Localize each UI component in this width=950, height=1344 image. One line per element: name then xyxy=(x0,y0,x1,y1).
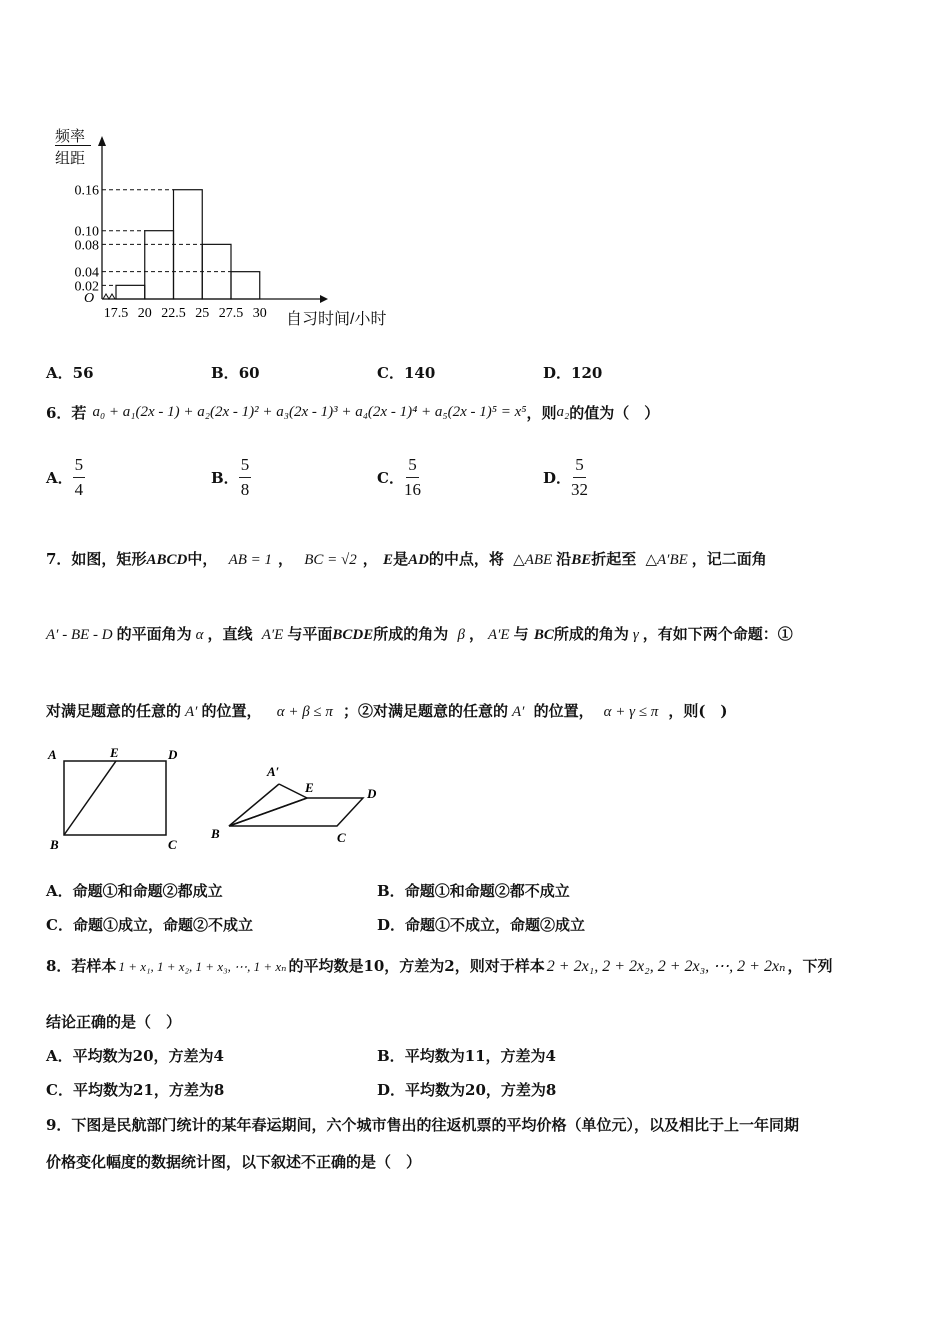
q7-option-d[interactable]: D．命题①不成立，命题②成立 xyxy=(377,916,586,934)
q7-line1: 7．如图，矩形ABCD中， AB = 1 ， BC = √2 ， E是AD的中点，将 △ABE 沿BE折起至 △A′BE ，记二面角 xyxy=(46,550,767,568)
origin-label: O xyxy=(84,291,95,306)
fig2-label-a: A′ xyxy=(267,764,280,779)
q6-option-d[interactable]: D． $\frac{5}{32}$ xyxy=(543,455,589,499)
histogram-bar xyxy=(116,285,145,299)
y-tick-label: 0.16 xyxy=(74,183,99,199)
q7-line3: 对满足题意的任意的 A′ 的位置， α + β ≤ π ；②对满足题意的任意的 A′ 的位置， α + γ ≤ π ，则( ) xyxy=(46,702,728,720)
q8-stem-line2: 结论正确的是（ ） xyxy=(46,1013,182,1031)
histogram-bar xyxy=(145,231,174,299)
q7-figure-folded xyxy=(205,760,385,850)
fig2-label-b: B xyxy=(211,826,220,841)
y-tick-label: 0.10 xyxy=(74,224,99,240)
q6-option-a[interactable]: A． $\frac{5}{4}$ xyxy=(46,455,84,499)
q6-option-c[interactable]: C． $\frac{5}{16}$ xyxy=(377,455,421,499)
q8-option-d[interactable]: D．平均数为20，方差为8 xyxy=(377,1081,557,1099)
x-axis-label: 自习时间/小时 xyxy=(286,311,387,328)
y-tick-label: 0.04 xyxy=(74,265,99,281)
q8-stem: 8．若样本 1 + x₁, 1 + x₂, 1 + x₃, ⋯, 1 + xₙ 的平均数是10，方差为2，则对于样本 2 + 2x₁, 2 + 2x₂, 2 + 2x₃, ⋯, 2 + 2xₙ ，下列 xyxy=(46,957,833,975)
y-axis-label-bottom: 组距 xyxy=(55,150,86,167)
x-tick-label: 20 xyxy=(137,306,152,321)
x-tick-label: 30 xyxy=(252,306,267,321)
axis-break xyxy=(103,294,116,299)
fig2-label-e: E xyxy=(305,780,314,795)
x-tick-label: 17.5 xyxy=(103,306,129,321)
q9-stem-line1: 9．下图是民航部门统计的某年春运期间，六个城市售出的往返机票的平均价格（单位元），以及相比于上一年同期 xyxy=(46,1116,799,1134)
fig2-label-c: C xyxy=(337,830,346,845)
q9-stem-line2: 价格变化幅度的数据统计图，以下叙述不正确的是（ ） xyxy=(46,1153,422,1171)
histogram-bar xyxy=(231,272,260,299)
q7-option-a[interactable]: A．命题①和命题②都成立 xyxy=(46,882,223,900)
q8-option-c[interactable]: C．平均数为21，方差为8 xyxy=(46,1081,225,1099)
fig1-label-c: C xyxy=(168,837,177,852)
q5-option-a[interactable]: A．56 xyxy=(46,364,94,382)
x-axis-arrow xyxy=(320,295,328,303)
q5-option-d[interactable]: D．120 xyxy=(543,364,603,382)
x-tick-label: 27.5 xyxy=(218,306,244,321)
fig1-label-d: D xyxy=(168,747,178,762)
q8-option-a[interactable]: A．平均数为20，方差为4 xyxy=(46,1047,224,1065)
x-tick-label: 22.5 xyxy=(161,306,186,321)
q7-figure-rectangle xyxy=(44,745,204,855)
q5-option-c[interactable]: C．140 xyxy=(377,364,436,382)
fig1-label-e: E xyxy=(110,745,119,760)
histogram xyxy=(50,120,410,335)
x-tick-label: 25 xyxy=(195,306,210,321)
fig1-label-b: B xyxy=(50,837,59,852)
y-axis-arrow xyxy=(98,136,106,146)
q6-option-b[interactable]: B． $\frac{5}{8}$ xyxy=(211,455,250,499)
q7-option-b[interactable]: B．命题①和命题②都不成立 xyxy=(377,882,570,900)
q7-line2: A′ - BE - D 的平面角为 α ，直线 A′E 与平面BCDE所成的角为 β ， A′E 与 BC所成的角为 γ ，有如下两个命题：① xyxy=(46,625,793,643)
q7-option-c[interactable]: C．命题①成立，命题②不成立 xyxy=(46,916,253,934)
fig2-label-d: D xyxy=(367,786,377,801)
q5-option-b[interactable]: B．60 xyxy=(211,364,260,382)
q6-formula: a₀ + a₁(2x - 1) + a₂(2x - 1)² + a₃(2x - 1)³ + a₄(2x - 1)⁴ + a₅(2x - 1)⁵ = x⁵ xyxy=(92,404,527,420)
y-axis-label-top: 频率 xyxy=(55,128,86,145)
fig1-label-a: A xyxy=(48,747,57,762)
q6-stem: 6．若 a₀ + a₁(2x - 1) + a₂(2x - 1)² + a₃(2x - 1)³ + a₄(2x - 1)⁴ + a₅(2x - 1)⁵ = x⁵ ，则 a₂ 的值为（ ） xyxy=(46,404,660,422)
q8-option-b[interactable]: B．平均数为11，方差为4 xyxy=(377,1047,556,1065)
y-tick-label: 0.02 xyxy=(74,279,99,295)
histogram-svg xyxy=(50,120,410,335)
y-tick-label: 0.08 xyxy=(74,238,99,254)
